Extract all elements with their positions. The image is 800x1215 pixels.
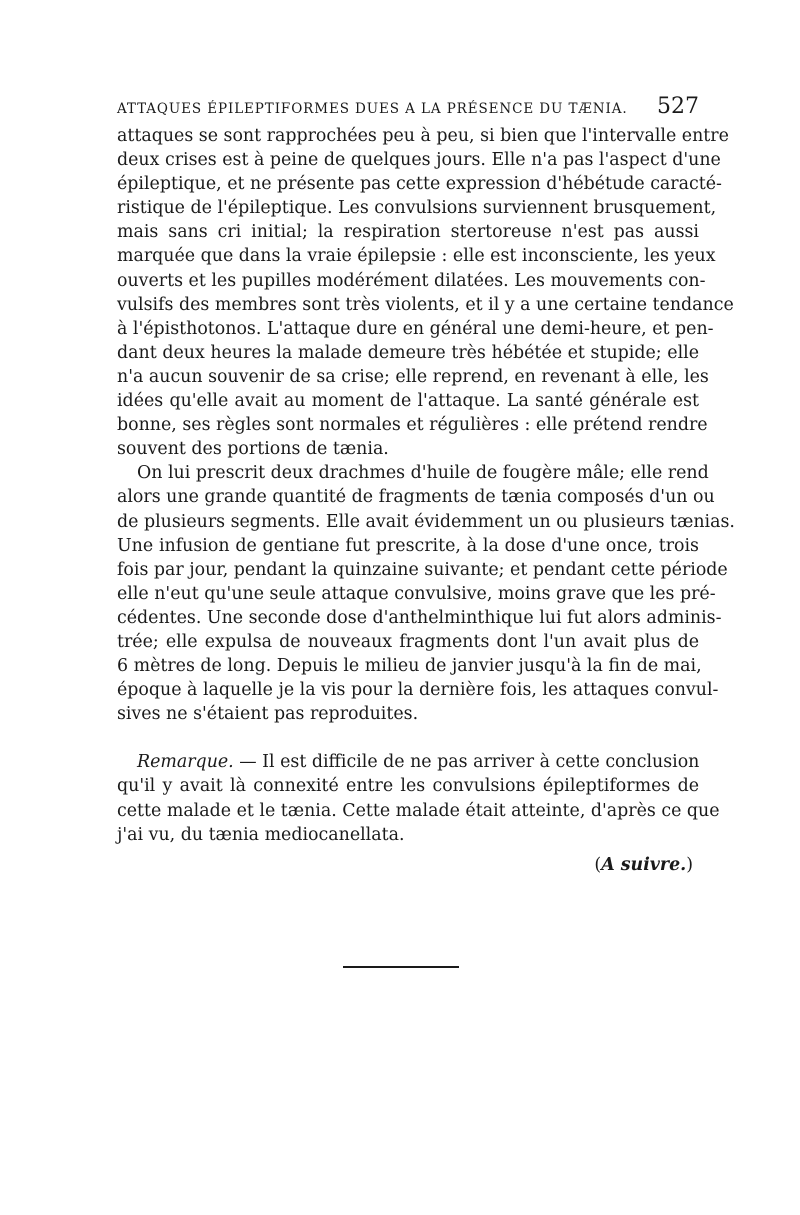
text-line: qu'il y avait là connexité entre les convulsions épileptiformes de — [117, 776, 699, 797]
text-line: de plusieurs segments. Elle avait évidemment un ou plusieurs tænias. — [117, 511, 735, 532]
paragraph-treatment — [117, 461, 735, 726]
text-line: j'ai vu, du tænia mediocanellata. — [117, 824, 405, 845]
text-line: deux crises est à peine de quelques jours. Elle n'a pas l'aspect d'une — [117, 150, 721, 171]
paragraph-gap — [117, 726, 699, 750]
text-line: attaques se sont rapprochées peu à peu, si bien que l'intervalle entre — [117, 126, 729, 146]
text-line: marquée que dans la vraie épilepsie : elle est inconsciente, les yeux — [117, 246, 716, 267]
page-number: 527 — [657, 94, 699, 119]
text-line: cette malade et le tænia. Cette malade était atteinte, d'après ce que — [117, 800, 720, 821]
text-line: époque à laquelle je la vis pour la dernière fois, les attaques convul- — [117, 680, 719, 701]
text-line — [117, 750, 699, 774]
text-line: mais sans cri initial; la respiration stertoreuse n'est pas aussi — [117, 222, 699, 243]
running-head-title: ATTAQUES ÉPILEPTIFORMES DUES A LA PRÉSENCE DU TÆNIA. — [117, 101, 628, 117]
running-head — [117, 94, 699, 124]
section-end-rule — [343, 966, 459, 968]
text-line: trée; elle expulsa de nouveaux fragments dont l'un avait plus de — [117, 631, 699, 652]
document-page — [117, 94, 735, 877]
continuation-text: A suivre. — [601, 854, 687, 875]
remark-label: Remarque. — [137, 752, 234, 773]
text-line: idées qu'elle avait au moment de l'attaque. La santé générale est — [117, 391, 699, 412]
text-line: ouverts et les pupilles modérément dilatées. Les mouvements con- — [117, 270, 706, 291]
text-line: sives ne s'étaient pas reproduites. — [117, 704, 419, 725]
text-line: 6 mètres de long. Depuis le milieu de janvier jusqu'à la fin de mai, — [117, 656, 702, 677]
text-line: elle n'eut qu'une seule attaque convulsive, moins grave que les pré- — [117, 583, 716, 604]
text-line: à l'épisthotonos. L'attaque dure en général une demi-heure, et pen- — [117, 318, 714, 339]
continuation-close: ) — [686, 854, 693, 875]
text-line: fois par jour, pendant la quinzaine suivante; et pendant cette période — [117, 559, 728, 580]
continuation-open: ( — [594, 854, 602, 875]
text-line: épileptique, et ne présente pas cette expression d'hébétude caracté- — [117, 174, 722, 195]
paragraph-case-description — [117, 124, 734, 461]
text-line: ristique de l'épileptique. Les convulsions surviennent brusquement, — [117, 198, 717, 219]
continuation-note — [117, 853, 699, 877]
remark-text: — Il est difficile de ne pas arriver à cette conclusion — [233, 752, 700, 773]
text-line: cédentes. Une seconde dose d'anthelminthique lui fut alors adminis- — [117, 607, 722, 628]
text-line: dant deux heures la malade demeure très hébétée et stupide; elle — [117, 342, 699, 363]
text-line: vulsifs des membres sont très violents, et il y a une certaine tendance — [117, 294, 734, 315]
text-line: n'a aucun souvenir de sa crise; elle reprend, en revenant à elle, les — [117, 366, 709, 387]
text-line: alors une grande quantité de fragments de tænia composés d'un ou — [117, 487, 715, 508]
text-line: Une infusion de gentiane fut prescrite, à la dose d'une once, trois — [117, 535, 699, 556]
paragraph-remark — [117, 750, 720, 846]
text-line: On lui prescrit deux drachmes d'huile de fougère mâle; elle rend — [137, 463, 709, 484]
text-line: bonne, ses règles sont normales et régulières : elle prétend rendre — [117, 415, 708, 436]
text-line: souvent des portions de tænia. — [117, 439, 389, 460]
